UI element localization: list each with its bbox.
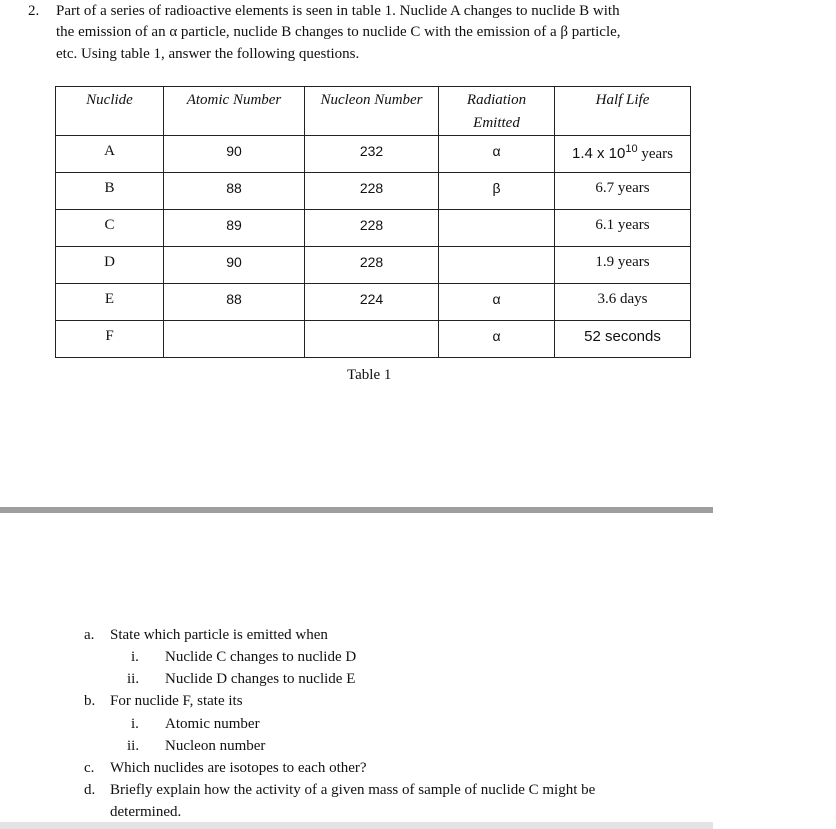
part-a-i-label: i. [131, 649, 139, 665]
header-half-life: Half Life [555, 87, 691, 136]
cell-atomic-number: 88 [164, 284, 305, 321]
part-a-label: a. [84, 627, 95, 643]
nuclide-table [55, 86, 691, 358]
header-radiation-emitted [439, 87, 555, 136]
cell-radiation [439, 210, 555, 247]
table-caption: Table 1 [347, 367, 392, 383]
half-life-prefix: 1.4 x 10 [571, 145, 626, 162]
table-row [56, 247, 691, 284]
header-radiation-line-1: Radiation [466, 92, 527, 108]
cell-nucleon-number [305, 321, 439, 358]
question-number: 2. [28, 3, 40, 19]
part-d-line-2: determined. [110, 804, 182, 820]
cell-atomic-number: 90 [164, 136, 305, 173]
cell-nucleon-number: 228 [305, 173, 439, 210]
cell-nuclide: F [56, 321, 164, 358]
cell-atomic-number [164, 321, 305, 358]
cell-nucleon-number: 228 [305, 247, 439, 284]
cell-radiation: α [439, 321, 555, 358]
page-bottom-strip [0, 822, 713, 829]
table-row [56, 321, 691, 358]
half-life-exponent: 10 [625, 143, 638, 155]
part-a-text: State which particle is emitted when [110, 627, 328, 643]
cell-radiation: β [439, 173, 555, 210]
header-atomic-number: Atomic Number [164, 87, 305, 136]
cell-half-life: 6.1 years [555, 210, 691, 247]
part-a-i-text: Nuclide C changes to nuclide D [165, 649, 357, 665]
part-a-ii-label: ii. [127, 671, 140, 687]
table-row [56, 173, 691, 210]
part-b-ii-label: ii. [127, 738, 140, 754]
table-header-row [56, 87, 691, 136]
part-b-i-label: i. [131, 716, 139, 732]
table-row [56, 136, 691, 173]
cell-half-life [555, 136, 691, 173]
question-intro-line-3: etc. Using table 1, answer the following questions. [56, 46, 360, 62]
header-nucleon-number: Nucleon Number [305, 87, 439, 136]
half-life-suffix: years [637, 146, 674, 162]
cell-atomic-number: 90 [164, 247, 305, 284]
part-d-line-1: Briefly explain how the activity of a given mass of sample of nuclide C might be [110, 782, 596, 798]
cell-nuclide: B [56, 173, 164, 210]
cell-radiation: α [439, 284, 555, 321]
cell-nucleon-number: 232 [305, 136, 439, 173]
cell-nuclide: E [56, 284, 164, 321]
cell-nucleon-number: 224 [305, 284, 439, 321]
cell-nucleon-number: 228 [305, 210, 439, 247]
cell-radiation [439, 247, 555, 284]
page-separator [0, 507, 713, 513]
part-d-label: d. [84, 782, 96, 798]
question-intro-line-1: Part of a series of radioactive elements is seen in table 1. Nuclide A changes to nuclide B with [56, 3, 620, 19]
part-b-ii-text: Nucleon number [165, 738, 266, 754]
cell-half-life: 52 seconds [555, 321, 691, 358]
cell-nuclide: D [56, 247, 164, 284]
table-row [56, 284, 691, 321]
cell-half-life: 6.7 years [555, 173, 691, 210]
part-b-i-text: Atomic number [165, 716, 260, 732]
cell-atomic-number: 88 [164, 173, 305, 210]
part-b-label: b. [84, 693, 96, 709]
question-intro-line-2: the emission of an α particle, nuclide B changes to nuclide C with the emission of a β particle, [56, 24, 621, 40]
table-row [56, 210, 691, 247]
header-nuclide: Nuclide [56, 87, 164, 136]
cell-atomic-number: 89 [164, 210, 305, 247]
cell-half-life: 3.6 days [555, 284, 691, 321]
cell-nuclide: A [56, 136, 164, 173]
cell-half-life: 1.9 years [555, 247, 691, 284]
header-radiation-line-2: Emitted [473, 115, 520, 131]
cell-nuclide: C [56, 210, 164, 247]
part-a-ii-text: Nuclide D changes to nuclide E [165, 671, 356, 687]
part-c-text: Which nuclides are isotopes to each other? [110, 760, 367, 776]
part-b-text: For nuclide F, state its [110, 693, 243, 709]
part-c-label: c. [84, 760, 95, 776]
cell-radiation: α [439, 136, 555, 173]
